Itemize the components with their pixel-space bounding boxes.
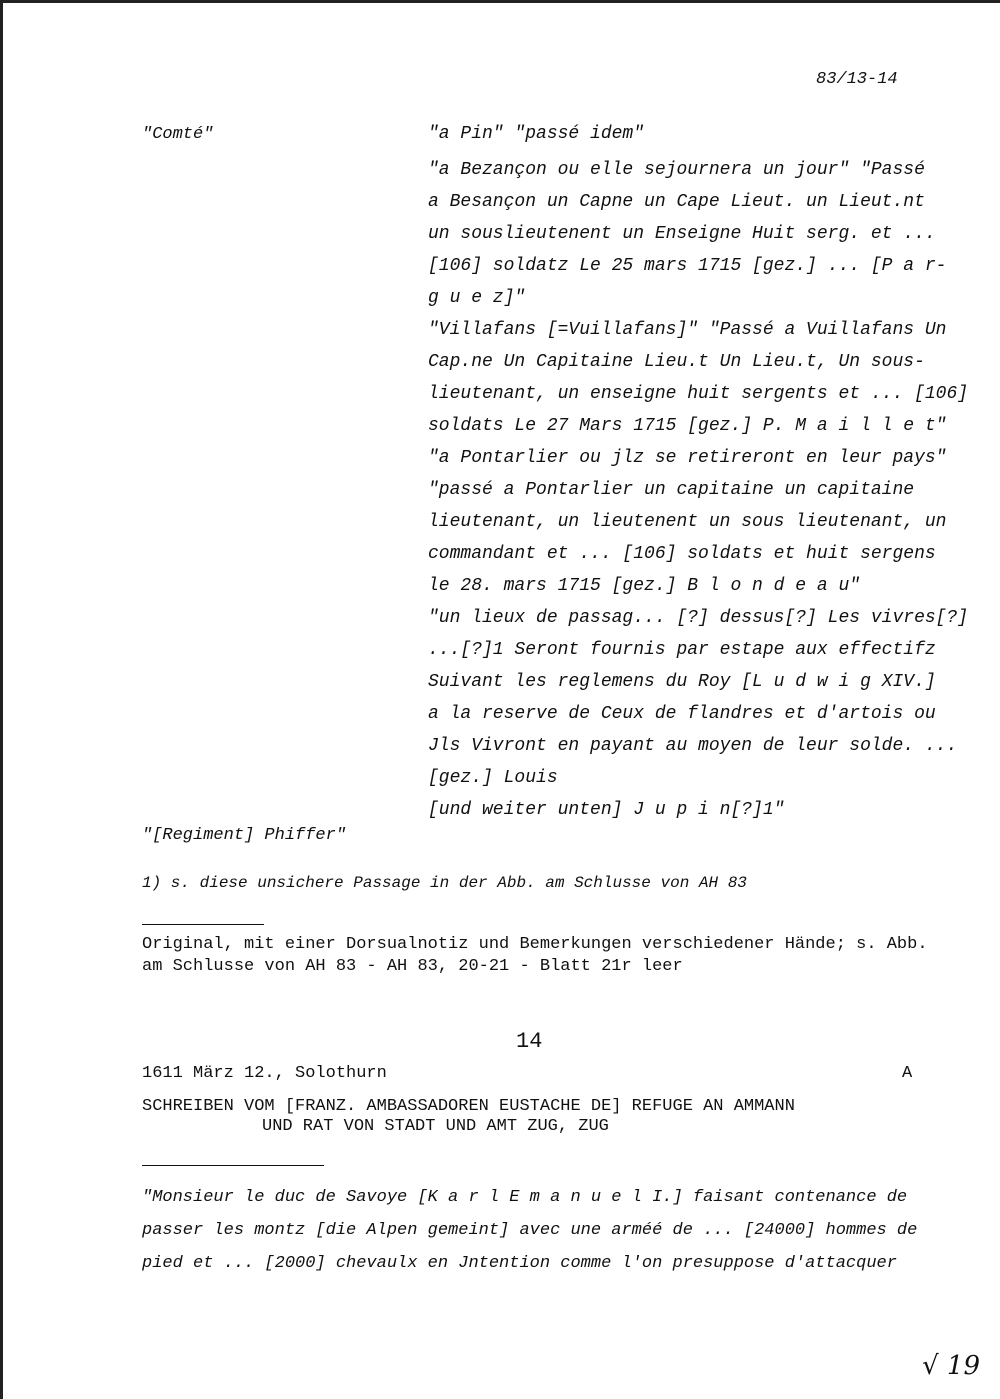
scan-border-top: [0, 0, 1000, 3]
transcription-line: "a Pontarlier ou jlz se retireront en leur pays": [428, 448, 947, 468]
transcription-line: lieutenant, un lieutenent un sous lieutenant, un: [428, 512, 947, 532]
transcription-line: [106] soldatz Le 25 mars 1715 [gez.] ... [P a r-: [428, 256, 947, 276]
margin-note-regiment: "[Regiment] Phiffer": [142, 826, 347, 845]
transcription-line: [gez.] Louis: [428, 768, 558, 788]
transcription-line: "Villafans [=Vuillafans]" "Passé a Vuillafans Un: [428, 320, 947, 340]
source-note-line-1: Original, mit einer Dorsualnotiz und Bemerkungen verschiedener Hände; s. Abb.: [142, 935, 928, 954]
transcription-line: "passé a Pontarlier un capitaine un capitaine: [428, 480, 915, 500]
document-number: 14: [516, 1029, 543, 1054]
transcription-line: a la reserve de Ceux de flandres et d'artois ou: [428, 704, 936, 724]
document-title-line-1: SCHREIBEN VOM [FRANZ. AMBASSADOREN EUSTACHE DE] REFUGE AN AMMANN: [142, 1097, 795, 1116]
title-divider: [142, 1165, 324, 1166]
source-note-line-2: am Schlusse von AH 83 - AH 83, 20-21 - Blatt 21r leer: [142, 957, 683, 976]
transcription-line: "a Bezançon ou elle sejournera un jour" "Passé: [428, 160, 925, 180]
transcription-line: ...[?]1 Seront fournis par estape aux effectifz: [428, 640, 936, 660]
page-number: 83/13-14: [816, 70, 898, 89]
footnote: 1) s. diese unsichere Passage in der Abb. am Schlusse von AH 83: [142, 874, 747, 892]
transcription-line: lieutenant, un enseigne huit sergents et ... [106]: [428, 384, 969, 404]
quote-line: "Monsieur le duc de Savoye [K a r l E m a n u e l I.] faisant contenance de: [142, 1188, 908, 1207]
footnote-divider: [142, 924, 264, 925]
quote-line: pied et ... [2000] chevaulx en Jntention comme l'on presuppose d'attacquer: [142, 1254, 897, 1273]
transcription-line: Cap.ne Un Capitaine Lieu.t Un Lieu.t, Un sous-: [428, 352, 925, 372]
transcription-line: "un lieux de passag... [?] dessus[?] Les vivres[?]: [428, 608, 969, 628]
transcription-line: le 28. mars 1715 [gez.] B l o n d e a u": [428, 576, 861, 596]
quote-line: passer les montz [die Alpen gemeint] avec une arméé de ... [24000] hommes de: [142, 1221, 918, 1240]
margin-note-comte: "Comté": [142, 125, 214, 144]
handwritten-page-mark: √ 19: [922, 1351, 980, 1381]
transcription-line: un souslieutenent un Enseigne Huit serg. et ...: [428, 224, 936, 244]
transcription-line: commandant et ... [106] soldats et huit sergens: [428, 544, 936, 564]
transcription-line: [und weiter unten] J u p i n[?]1": [428, 800, 785, 820]
transcription-line: Jls Vivront en payant au moyen de leur solde. ...: [428, 736, 958, 756]
document-title-line-2: UND RAT VON STADT UND AMT ZUG, ZUG: [262, 1117, 609, 1136]
document-letter: A: [902, 1064, 913, 1083]
transcription-line: "a Pin" "passé idem": [428, 124, 645, 144]
scan-border-left: [0, 0, 3, 1399]
document-date-place: 1611 März 12., Solothurn: [142, 1064, 387, 1083]
transcription-line: Suivant les reglemens du Roy [L u d w i g XIV.]: [428, 672, 936, 692]
transcription-line: a Besançon un Capne un Cape Lieut. un Lieut.nt: [428, 192, 925, 212]
transcription-line: soldats Le 27 Mars 1715 [gez.] P. M a i l l e t": [428, 416, 947, 436]
transcription-line: g u e z]": [428, 288, 526, 308]
